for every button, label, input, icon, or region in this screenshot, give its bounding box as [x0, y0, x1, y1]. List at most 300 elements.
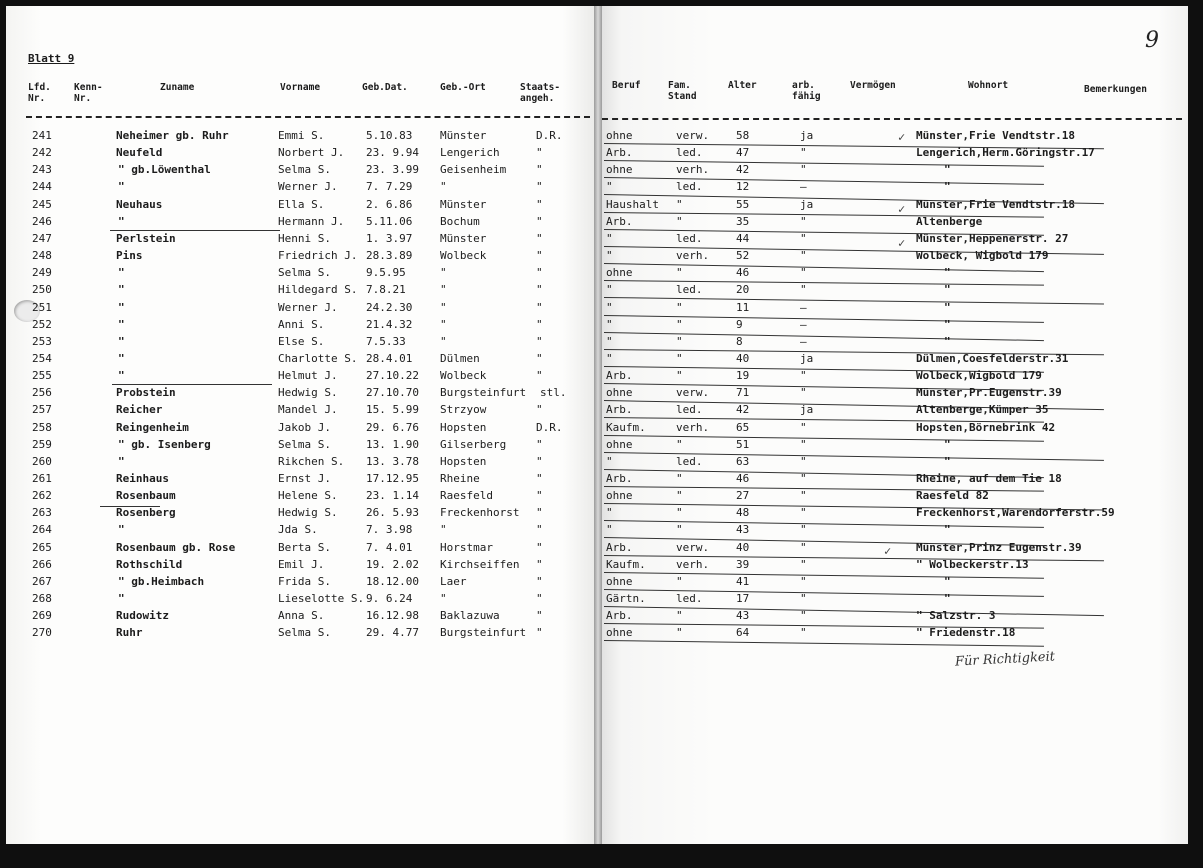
age-cell: 46 [736, 472, 750, 485]
age-cell: 12 [736, 180, 750, 194]
row-number: 247 [32, 231, 52, 245]
birthdate-cell: 27.10.22 [366, 369, 419, 383]
birthplace-cell: Strzyow [440, 403, 487, 417]
header-lfd-nr: Lfd. Nr. [28, 82, 51, 104]
nationality-cell: " [536, 403, 543, 417]
able-to-work-cell: " [800, 386, 807, 400]
birthplace-cell: Bochum [440, 214, 480, 228]
birthdate-cell: 23. 9.94 [366, 146, 419, 160]
marital-status-cell: " [676, 334, 683, 348]
birthdate-cell: 18.12.00 [366, 574, 419, 588]
marital-status-cell: " [676, 523, 683, 537]
nationality-cell: " [536, 283, 543, 297]
birthdate-cell: 7.8.21 [366, 283, 406, 297]
birthplace-cell: " [440, 317, 447, 331]
row-number: 251 [32, 300, 52, 314]
marital-status-cell: " [676, 369, 683, 383]
occupation-cell: ohne [606, 489, 633, 503]
marital-status-cell: " [676, 300, 683, 314]
able-to-work-cell: " [800, 472, 807, 485]
occupation-cell: Arb. [606, 540, 633, 554]
nationality-cell: " [536, 351, 543, 365]
marital-status-cell: led. [676, 146, 703, 160]
row-number: 261 [32, 472, 52, 485]
firstname-cell: Helmut J. [278, 369, 338, 383]
surname-cell: " [118, 266, 125, 280]
birthdate-cell: 21.4.32 [366, 317, 413, 331]
firstname-cell: Ella S. [278, 197, 325, 211]
header-staatsangehoerigkeit: Staats- angeh. [520, 82, 561, 104]
able-to-work-cell: " [800, 506, 807, 520]
nationality-cell: " [536, 249, 543, 263]
header-beruf: Beruf [612, 80, 641, 91]
header-rule-left [26, 116, 590, 118]
surname-cell: Rosenbaum gb. Rose [116, 540, 236, 554]
marital-status-cell: led. [676, 180, 703, 194]
birthdate-cell: 5.11.06 [366, 214, 413, 228]
binding-gutter [594, 6, 602, 844]
occupation-cell: Arb. [606, 403, 633, 417]
row-number: 253 [32, 334, 52, 348]
surname-cell: " [118, 334, 125, 348]
row-number: 249 [32, 266, 52, 280]
age-cell: 58 [736, 129, 750, 142]
surname-cell: Rothschild [116, 557, 183, 571]
row-number: 255 [32, 369, 52, 383]
firstname-cell: Anna S. [278, 609, 325, 623]
residence-cell: " [944, 266, 951, 280]
surname-cell: " [118, 283, 125, 297]
marital-status-cell: " [676, 489, 683, 503]
header-wohnort: Wohnort [968, 80, 1009, 91]
birthplace-cell: Geisenheim [440, 163, 507, 177]
row-number: 264 [32, 523, 52, 537]
firstname-cell: Hedwig S. [278, 506, 338, 520]
birthplace-cell: Horstmar [440, 540, 493, 554]
able-to-work-cell: " [800, 146, 807, 160]
occupation-cell: " [606, 300, 613, 314]
age-cell: 47 [736, 146, 750, 160]
occupation-cell: Arb. [606, 146, 633, 160]
able-to-work-cell: ja [800, 197, 814, 211]
birthdate-cell: 9.5.95 [366, 266, 406, 280]
pencil-mark [100, 506, 160, 507]
firstname-cell: Emmi S. [278, 129, 325, 142]
residence-cell: Altenberge [916, 214, 983, 228]
birthdate-cell: 9. 6.24 [366, 592, 413, 606]
header-fam-stand: Fam. Stand [668, 80, 697, 102]
occupation-cell: ohne [606, 574, 633, 588]
occupation-cell: " [606, 351, 613, 365]
nationality-cell: " [536, 317, 543, 331]
age-cell: 8 [736, 334, 743, 348]
row-number: 246 [32, 214, 52, 228]
birthplace-cell: Münster [440, 197, 487, 211]
pencil-mark [110, 230, 280, 231]
occupation-cell: ohne [606, 437, 633, 451]
surname-cell: " [118, 592, 125, 606]
marital-status-cell: verh. [676, 557, 710, 571]
age-cell: 63 [736, 454, 750, 468]
nationality-cell: " [536, 437, 543, 451]
birthdate-cell: 5.10.83 [366, 129, 413, 142]
able-to-work-cell: " [800, 523, 807, 537]
nationality-cell: " [536, 163, 543, 177]
firstname-cell: Jda S. [278, 523, 318, 537]
age-cell: 43 [736, 523, 750, 537]
occupation-cell: ohne [606, 163, 633, 177]
birthplace-cell: Hopsten [440, 420, 487, 434]
occupation-cell: ohne [606, 386, 633, 400]
marital-status-cell: " [676, 609, 683, 623]
surname-cell: Neuhaus [116, 197, 163, 211]
residence-cell: " [944, 283, 951, 297]
residence-cell: " [944, 454, 951, 468]
surname-cell: " gb.Löwenthal [118, 163, 211, 177]
header-kenn-nr: Kenn- Nr. [74, 82, 103, 104]
surname-cell: Perlstein [116, 231, 176, 245]
residence-cell: " Friedenstr.18 [916, 626, 1016, 640]
age-cell: 17 [736, 592, 750, 606]
firstname-cell: Werner J. [278, 180, 338, 194]
surname-cell: Reinhaus [116, 472, 169, 485]
able-to-work-cell: – [800, 300, 807, 314]
firstname-cell: Selma S. [278, 437, 331, 451]
birthplace-cell: Freckenhorst [440, 506, 520, 520]
occupation-cell: Kaufm. [606, 420, 646, 434]
surname-cell: Ruhr [116, 626, 143, 640]
row-number: 268 [32, 592, 52, 606]
nationality-cell: " [536, 626, 543, 640]
pencil-mark [112, 384, 272, 385]
nationality-cell: " [536, 609, 543, 623]
surname-cell: " [118, 351, 125, 365]
firstname-cell: Friedrich J. [278, 249, 358, 263]
header-alter: Alter [728, 80, 757, 91]
sheet-title: Blatt 9 [28, 52, 75, 65]
firstname-cell: Charlotte S. [278, 351, 358, 365]
nationality-cell: " [536, 472, 543, 485]
marital-status-cell: led. [676, 283, 703, 297]
birthdate-cell: 2. 6.86 [366, 197, 413, 211]
row-number: 259 [32, 437, 52, 451]
firstname-cell: Hermann J. [278, 214, 345, 228]
firstname-cell: Helene S. [278, 489, 338, 503]
occupation-cell: " [606, 506, 613, 520]
surname-cell: " [118, 317, 125, 331]
nationality-cell: " [536, 592, 543, 606]
surname-cell: Reingenheim [116, 420, 189, 434]
able-to-work-cell: – [800, 334, 807, 348]
birthplace-cell: " [440, 266, 447, 280]
residence-cell: " [944, 317, 951, 331]
birthdate-cell: 24.2.30 [366, 300, 413, 314]
occupation-cell: " [606, 523, 613, 537]
firstname-cell: Selma S. [278, 626, 331, 640]
able-to-work-cell: " [800, 283, 807, 297]
surname-cell: " [118, 369, 125, 383]
firstname-cell: Mandel J. [278, 403, 338, 417]
occupation-cell: " [606, 283, 613, 297]
birthdate-cell: 27.10.70 [366, 386, 419, 400]
residence-cell: Raesfeld 82 [916, 489, 989, 503]
birthplace-cell: Münster [440, 231, 487, 245]
row-number: 248 [32, 249, 52, 263]
firstname-cell: Else S. [278, 334, 325, 348]
firstname-cell: Rikchen S. [278, 454, 345, 468]
marital-status-cell: verh. [676, 163, 710, 177]
able-to-work-cell: – [800, 180, 807, 194]
firstname-cell: Frida S. [278, 574, 331, 588]
marital-status-cell: led. [676, 592, 703, 606]
birthdate-cell: 7. 4.01 [366, 540, 413, 554]
check-mark-icon: ✓ [898, 130, 906, 144]
nationality-cell: " [536, 540, 543, 554]
row-number: 260 [32, 454, 52, 468]
signature: Für Richtigkeit [954, 649, 1056, 670]
firstname-cell: Anni S. [278, 317, 325, 331]
birthplace-cell: Gilserberg [440, 437, 507, 451]
occupation-cell: " [606, 317, 613, 331]
able-to-work-cell: " [800, 249, 807, 263]
birthplace-cell: Laer [440, 574, 467, 588]
age-cell: 44 [736, 231, 750, 245]
residence-cell: " [944, 180, 951, 194]
age-cell: 11 [736, 300, 750, 314]
row-number: 242 [32, 146, 52, 160]
residence-cell: Dülmen,Coesfelderstr.31 [916, 351, 1069, 365]
row-number: 256 [32, 386, 52, 400]
able-to-work-cell: ja [800, 129, 814, 142]
firstname-cell: Emil J. [278, 557, 325, 571]
birthplace-cell: " [440, 300, 447, 314]
age-cell: 40 [736, 351, 750, 365]
residence-cell: " [944, 592, 951, 606]
birthdate-cell: 23. 1.14 [366, 489, 419, 503]
age-cell: 52 [736, 249, 750, 263]
firstname-cell: Henni S. [278, 231, 331, 245]
residence-cell: " Salzstr. 3 [916, 609, 996, 623]
surname-cell: " [118, 300, 125, 314]
able-to-work-cell: " [800, 369, 807, 383]
marital-status-cell: verw. [676, 129, 710, 142]
residence-cell: Rheine, auf dem Tie 18 [916, 472, 1062, 485]
birthplace-cell: Rheine [440, 472, 480, 485]
able-to-work-cell: " [800, 437, 807, 451]
nationality-cell: D.R. [536, 420, 563, 434]
birthdate-cell: 16.12.98 [366, 609, 419, 623]
able-to-work-cell: " [800, 231, 807, 245]
age-cell: 51 [736, 437, 750, 451]
header-vorname: Vorname [280, 82, 321, 93]
row-number: 266 [32, 557, 52, 571]
nationality-cell: " [536, 146, 543, 160]
firstname-cell: Selma S. [278, 266, 331, 280]
birthdate-cell: 29. 6.76 [366, 420, 419, 434]
able-to-work-cell: " [800, 540, 807, 554]
age-cell: 42 [736, 403, 750, 417]
birthplace-cell: Hopsten [440, 454, 487, 468]
birthplace-cell: Burgsteinfurt [440, 386, 527, 400]
marital-status-cell: led. [676, 454, 703, 468]
able-to-work-cell: " [800, 163, 807, 177]
marital-status-cell: verh. [676, 249, 710, 263]
birthdate-cell: 26. 5.93 [366, 506, 419, 520]
able-to-work-cell: " [800, 266, 807, 280]
birthdate-cell: 13. 3.78 [366, 454, 419, 468]
firstname-cell: Werner J. [278, 300, 338, 314]
residence-cell: Wolbeck,Wigbold 179 [916, 369, 1042, 383]
age-cell: 20 [736, 283, 750, 297]
birthdate-cell: 15. 5.99 [366, 403, 419, 417]
birthplace-cell: " [440, 523, 447, 537]
row-number: 269 [32, 609, 52, 623]
surname-cell: " [118, 180, 125, 194]
birthdate-cell: 17.12.95 [366, 472, 419, 485]
occupation-cell: " [606, 180, 613, 194]
age-cell: 40 [736, 540, 750, 554]
able-to-work-cell: – [800, 317, 807, 331]
nationality-cell: " [536, 180, 543, 194]
occupation-cell: Gärtn. [606, 592, 646, 606]
row-number: 244 [32, 180, 52, 194]
birthdate-cell: 1. 3.97 [366, 231, 413, 245]
header-vermoegen: Vermögen [850, 80, 896, 91]
surname-cell: " [118, 523, 125, 537]
surname-cell: Rosenberg [116, 506, 176, 520]
birthdate-cell: 28.4.01 [366, 351, 413, 365]
nationality-cell: " [536, 300, 543, 314]
check-mark-icon: ✓ [898, 202, 906, 216]
residence-cell: Altenberge,Kümper 35 [916, 403, 1049, 417]
age-cell: 35 [736, 214, 750, 228]
row-number: 241 [32, 129, 52, 142]
header-geb-ort: Geb.-Ort [440, 82, 486, 93]
able-to-work-cell: " [800, 574, 807, 588]
residence-cell: Münster,Frie Vendtstr.18 [916, 129, 1075, 142]
birthplace-cell: Münster [440, 129, 487, 142]
residence-cell: " [944, 437, 951, 451]
row-number: 257 [32, 403, 52, 417]
marital-status-cell: verw. [676, 540, 710, 554]
residence-cell: Freckenhorst,Warendorferstr.59 [916, 506, 1115, 520]
nationality-cell: " [536, 574, 543, 588]
surname-cell: Pins [116, 249, 143, 263]
nationality-cell: " [536, 231, 543, 245]
residence-cell: Münster,Pr.Eugenstr.39 [916, 386, 1062, 400]
occupation-cell: " [606, 334, 613, 348]
occupation-cell: Haushalt [606, 197, 659, 211]
birthdate-cell: 13. 1.90 [366, 437, 419, 451]
header-zuname: Zuname [160, 82, 195, 93]
marital-status-cell: " [676, 214, 683, 228]
nationality-cell: " [536, 489, 543, 503]
able-to-work-cell: " [800, 214, 807, 228]
marital-status-cell: " [676, 266, 683, 280]
age-cell: 48 [736, 506, 750, 520]
row-number: 254 [32, 351, 52, 365]
birthplace-cell: Lengerich [440, 146, 500, 160]
age-cell: 71 [736, 386, 750, 400]
row-number: 252 [32, 317, 52, 331]
able-to-work-cell: " [800, 557, 807, 571]
marital-status-cell: " [676, 351, 683, 365]
firstname-cell: Berta S. [278, 540, 331, 554]
residence-cell: Münster,Prinz Eugenstr.39 [916, 540, 1082, 554]
birthdate-cell: 7. 7.29 [366, 180, 413, 194]
occupation-cell: " [606, 249, 613, 263]
marital-status-cell: " [676, 317, 683, 331]
birthdate-cell: 7. 3.98 [366, 523, 413, 537]
able-to-work-cell: " [800, 420, 807, 434]
birthplace-cell: Wolbeck [440, 369, 487, 383]
occupation-cell: " [606, 454, 613, 468]
check-mark-icon: ✓ [898, 236, 906, 250]
residence-cell: " [944, 523, 951, 537]
occupation-cell: Arb. [606, 369, 633, 383]
surname-cell: Reicher [116, 403, 163, 417]
marital-status-cell: verh. [676, 420, 710, 434]
age-cell: 9 [736, 317, 743, 331]
age-cell: 27 [736, 489, 750, 503]
birthplace-cell: Kirchseiffen [440, 557, 520, 571]
able-to-work-cell: " [800, 454, 807, 468]
marital-status-cell: led. [676, 403, 703, 417]
residence-cell: Lengerich,Herm.Göringstr.17 [916, 146, 1095, 160]
nationality-cell: " [536, 557, 543, 571]
age-cell: 46 [736, 266, 750, 280]
birthplace-cell: Wolbeck [440, 249, 487, 263]
age-cell: 65 [736, 420, 750, 434]
residence-cell: " [944, 574, 951, 588]
residence-cell: Wolbeck, Wigbold 179 [916, 249, 1049, 263]
occupation-cell: ohne [606, 129, 633, 142]
marital-status-cell: verw. [676, 386, 710, 400]
birthdate-cell: 28.3.89 [366, 249, 413, 263]
surname-cell: Rudowitz [116, 609, 169, 623]
nationality-cell: " [536, 214, 543, 228]
firstname-cell: Lieselotte S. [278, 592, 365, 606]
nationality-cell: " [536, 506, 543, 520]
able-to-work-cell: ja [800, 351, 814, 365]
able-to-work-cell: " [800, 592, 807, 606]
birthplace-cell: " [440, 283, 447, 297]
able-to-work-cell: " [800, 489, 807, 503]
occupation-cell: Kaufm. [606, 557, 646, 571]
surname-cell: Probstein [116, 386, 176, 400]
row-number: 250 [32, 283, 52, 297]
header-geb-dat: Geb.Dat. [362, 82, 408, 93]
nationality-cell: " [536, 523, 543, 537]
age-cell: 41 [736, 574, 750, 588]
age-cell: 19 [736, 369, 750, 383]
row-number: 270 [32, 626, 52, 640]
occupation-cell: Arb. [606, 609, 633, 623]
marital-status-cell: " [676, 472, 683, 485]
birthplace-cell: Dülmen [440, 351, 480, 365]
birthplace-cell: Baklazuwa [440, 609, 500, 623]
birthdate-cell: 19. 2.02 [366, 557, 419, 571]
firstname-cell: Hildegard S. [278, 283, 358, 297]
occupation-cell: Arb. [606, 214, 633, 228]
age-cell: 39 [736, 557, 750, 571]
birthplace-cell: " [440, 334, 447, 348]
surname-cell: " gb. Isenberg [118, 437, 211, 451]
row-number: 267 [32, 574, 52, 588]
row-number: 243 [32, 163, 52, 177]
row-number: 263 [32, 506, 52, 520]
birthplace-cell: " [440, 592, 447, 606]
